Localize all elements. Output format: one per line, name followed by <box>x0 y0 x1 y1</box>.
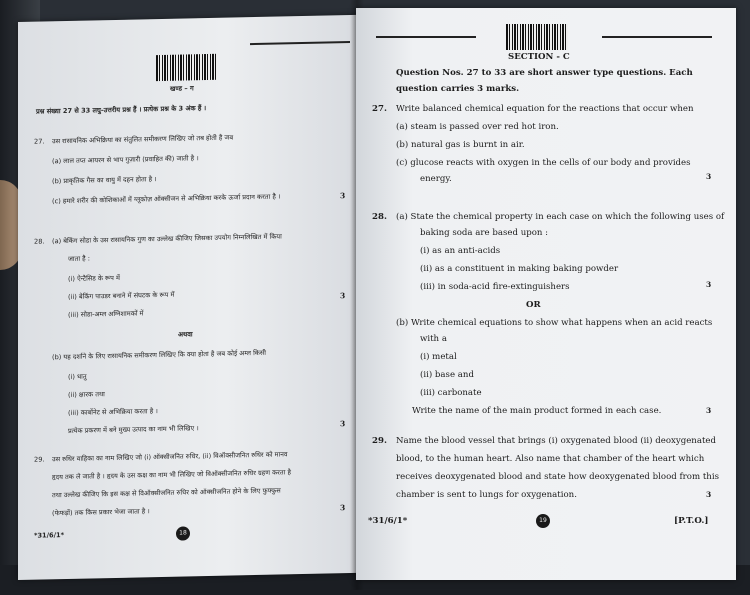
barcode-left <box>156 54 218 81</box>
page-code-left: *31/6/1* <box>34 531 65 540</box>
instruction-line2: question carries 3 marks. <box>396 84 520 94</box>
q27-a: (a) steam is passed over red hot iron. <box>396 122 559 132</box>
q28b-marks: 3 <box>706 406 712 415</box>
q28-b-iii-hindi: (iii) कार्बोनेट से अभिक्रिया करता है । <box>68 407 158 417</box>
barcode-right <box>506 24 568 50</box>
q28-b-line1: (b) Write chemical equations to show what happens when an acid reacts <box>396 318 713 328</box>
q27-number-hindi: 27. <box>34 137 45 146</box>
q28-iii-hindi: (iii) सोडा-अम्ल अग्निशामकों में <box>68 309 144 319</box>
rule-right-right <box>602 36 712 38</box>
q28-stem2-hindi: जाता है : <box>68 254 90 263</box>
q29-line3: receives deoxygenated blood and state how deoxygenated blood from this <box>396 472 719 482</box>
q28-a-i: (i) as an anti-acids <box>420 246 501 256</box>
q28-b-last-hindi: प्रत्येक प्रकरण में बने मुख्य उत्पाद का नाम भी लिखिए । <box>68 424 199 435</box>
q29-number: 29. <box>372 436 387 446</box>
q27-a-hindi: (a) लाल तप्त आयरन से भाप गुज़ारी (प्रवाहित की) जाती है । <box>52 154 199 166</box>
q27-c-line1: (c) glucose reacts with oxygen in the cells of our body and provides <box>396 158 691 168</box>
q28-number: 28. <box>372 212 387 222</box>
q28-or: OR <box>526 300 541 310</box>
q29-number-hindi: 29. <box>34 455 45 464</box>
q28-b-line2: with a <box>420 334 447 344</box>
right-page <box>356 8 736 580</box>
q28a-marks-hindi: 3 <box>340 291 346 301</box>
q28-or-hindi: अथवा <box>178 330 193 339</box>
page-code-right: *31/6/1* <box>368 516 408 526</box>
q27-number: 27. <box>372 104 387 114</box>
q29-line2: blood, to the human heart. Also name that chamber of the heart which <box>396 454 705 464</box>
q27-b: (b) natural gas is burnt in air. <box>396 140 525 150</box>
q29-marks: 3 <box>706 490 712 499</box>
instruction-hindi: प्रश्न संख्या 27 से 33 लघु-उत्तरीय प्रश्न हैं । प्रत्येक प्रश्न के 3 अंक हैं । <box>36 104 207 116</box>
q28-b-ii-hindi: (ii) क्षारक तथा <box>68 390 105 399</box>
page-number-right: 19 <box>536 514 550 528</box>
left-page <box>18 15 363 580</box>
q28b-marks-hindi: 3 <box>340 419 346 429</box>
q28-b-i-hindi: (i) धातु <box>68 372 87 381</box>
q28-b-last: Write the name of the main product formed in each case. <box>412 406 662 416</box>
q28-stem1-hindi: (a) बेकिंग सोडा के उस रासायनिक गुण का उल्लेख कीजिए जिसका उपयोग निम्नलिखित में किया <box>52 232 282 246</box>
q29-line1: Name the blood vessel that brings (i) oxygenated blood (ii) deoxygenated <box>396 436 716 446</box>
rule-left-top <box>250 41 350 45</box>
pto-label: [P.T.O.] <box>674 516 709 526</box>
q27-marks: 3 <box>706 172 712 181</box>
q29-line1-hindi: उस रुधिर वाहिका का नाम लिखिए जो (i) ऑक्सीजनित रुधिर, (ii) विऑक्सीजनित रुधिर को मानव <box>52 450 288 464</box>
q27-c-hindi: (c) हमारे शरीर की कोशिकाओं में ग्लूकोज़ ऑक्सीजन से अभिक्रिया करके ऊर्जा प्रदान करता है । <box>52 192 281 206</box>
q27-marks-hindi: 3 <box>340 191 346 201</box>
page-number-left: 18 <box>176 526 190 540</box>
q28-a-line2: baking soda are based upon : <box>420 228 549 238</box>
q29-line4-hindi: (फेफड़ों) तक किस प्रकार भेजा जाता है । <box>52 507 150 518</box>
section-heading-hindi: खण्ड – ग <box>170 84 194 93</box>
q29-line4: chamber is sent to lungs for oxygenation. <box>396 490 577 500</box>
q27-stem-hindi: उस रासायनिक अभिक्रिया का संतुलित समीकरण लिखिए जो तब होती है जब <box>52 133 234 146</box>
q29-marks-hindi: 3 <box>340 503 346 513</box>
q27-c-line2: energy. <box>420 174 452 184</box>
section-heading: SECTION - C <box>508 52 570 62</box>
q27-stem: Write balanced chemical equation for the reactions that occur when <box>396 104 694 114</box>
rule-right-left <box>376 36 476 38</box>
q28a-marks: 3 <box>706 280 712 289</box>
q28-b-i: (i) metal <box>420 352 457 362</box>
q28-a-line1: (a) State the chemical property in each case on which the following uses of <box>396 212 725 222</box>
q28-a-iii: (iii) in soda-acid fire-extinguishers <box>420 282 570 292</box>
q28-i-hindi: (i) ऐन्टैसिड के रूप में <box>68 273 120 283</box>
q28-number-hindi: 28. <box>34 237 45 246</box>
q28-ii-hindi: (ii) बेकिंग पाउडर बनाने में संघटक के रूप में <box>68 290 175 301</box>
q28-b-iii: (iii) carbonate <box>420 388 482 398</box>
q28-a-ii: (ii) as a constituent in making baking powder <box>420 264 619 274</box>
q28-b-hindi: (b) यह दर्शाने के लिए रासायनिक समीकरण लिखिए कि क्या होता है जब कोई अम्ल किसी <box>52 348 267 362</box>
q28-b-ii: (ii) base and <box>420 370 474 380</box>
q29-line3-hindi: तथा उल्लेख कीजिए कि इस कक्ष से विऑक्सीजनित रुधिर को ऑक्सीजनित होने के लिए फुफ्फुस <box>52 486 281 500</box>
q27-b-hindi: (b) प्राकृतिक गैस का वायु में दहन होता है । <box>52 175 157 186</box>
q29-line2-hindi: हृदय तक ले जाती है । हृदय के उस कक्ष का नाम भी लिखिए जो विऑक्सीजनित रुधिर ग्रहण करता है <box>52 468 291 482</box>
instruction-line1: Question Nos. 27 to 33 are short answer type questions. Each <box>396 68 693 78</box>
